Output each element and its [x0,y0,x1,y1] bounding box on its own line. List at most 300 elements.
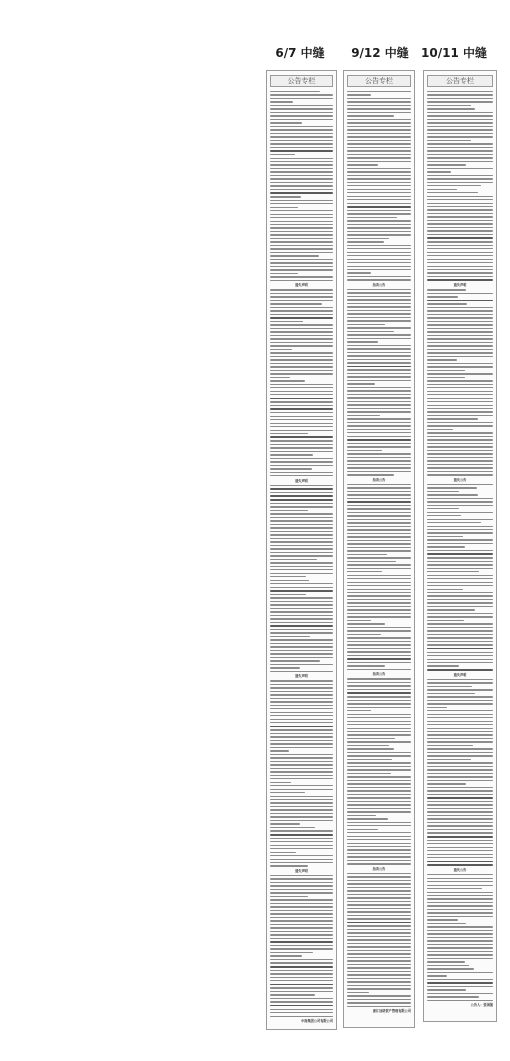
text-line [270,660,320,661]
text-line [427,115,493,116]
text-line [347,634,381,635]
text-line [270,764,333,765]
text-line [270,726,333,728]
text-line [270,680,333,681]
text-line [347,908,411,909]
text-line [427,655,493,656]
text-line [427,641,493,642]
text-line [347,252,411,253]
text-line [427,464,493,465]
text-line [270,594,306,595]
text-line [427,840,493,841]
text-line [347,578,411,579]
text-line [270,771,333,772]
text-line [270,580,309,581]
text-line [347,443,411,444]
text-line [347,700,411,701]
text-line [270,555,333,556]
text-line [427,689,493,690]
text-line [347,199,411,200]
notice-subheading: 遗失公告 [453,477,467,482]
text-line [347,609,411,610]
text-line [427,898,493,899]
text-line [270,454,313,455]
text-line [427,178,493,179]
text-line [427,627,493,628]
notice-signature: 中南集团公司有限公司 [301,1019,333,1024]
text-line [427,401,493,402]
text-line [347,98,411,99]
text-line [347,245,411,246]
text-line [427,818,493,819]
text-line [270,513,333,514]
text-line [427,474,493,475]
text-line [347,185,411,186]
text-line [347,602,411,603]
text-line [347,752,411,753]
text-line [270,862,333,863]
text-line [270,792,305,793]
text-line [427,916,493,917]
text-line [427,439,493,440]
text-line [427,450,493,451]
text-line [270,1016,333,1017]
text-line [347,734,411,735]
text-line [427,759,471,760]
text-line [427,665,459,666]
text-line [347,648,411,649]
text-line [270,419,333,420]
text-line [347,897,411,898]
text-line [270,349,292,350]
text-line [347,773,391,774]
text-line [427,140,471,141]
text-line [347,860,411,861]
text-line [427,895,493,896]
text-line [347,692,411,694]
text-line [270,405,333,406]
text-line [427,755,493,756]
text-line [427,892,493,893]
text-line [347,508,411,509]
text-line [427,182,493,183]
text-line [427,185,481,186]
text-line [270,775,333,776]
text-line [347,849,411,850]
text-line [347,953,411,954]
text-line [270,719,333,720]
text-line [427,471,493,472]
text-line [270,200,333,201]
text-line [347,334,411,335]
text-line [347,804,411,805]
text-line [270,559,317,560]
text-line [427,965,469,966]
text-line [270,729,333,730]
text-line [427,276,493,277]
text-line [427,411,493,412]
text-line [427,196,493,197]
text-line [347,161,411,162]
text-line [270,740,333,741]
text-line [270,276,333,277]
text-line [270,475,333,476]
text-line [270,583,333,584]
text-line [270,280,333,281]
text-line [427,609,475,610]
text-line [347,741,411,742]
text-line [427,679,493,680]
text-line [347,359,411,360]
text-line [270,221,333,222]
text-line [270,970,333,971]
text-line [270,827,315,828]
text-line [270,548,333,549]
text-line [347,685,411,686]
notice-strip-6-7 [266,70,337,1030]
text-line [347,939,411,940]
text-line [427,958,493,959]
text-line [427,245,493,246]
text-line [270,423,333,424]
text-line [427,993,493,994]
text-line [427,909,493,910]
text-line [270,859,333,860]
text-line [270,436,333,438]
text-line [270,129,333,130]
text-line [347,94,371,95]
text-line [427,951,493,952]
text-line [347,748,394,749]
text-line [347,269,411,270]
text-line [347,721,411,722]
text-line [427,494,478,495]
text-line [270,865,308,866]
text-line [270,426,333,427]
text-line [270,615,333,616]
text-line [427,947,493,948]
text-line [270,310,333,311]
text-line [427,561,493,562]
notice-subheading: 遗失声明 [295,868,308,873]
text-line [427,363,493,364]
text-line [270,527,333,528]
text-line [347,101,411,102]
text-line [427,491,459,492]
text-line [427,192,478,193]
text-line [427,905,493,906]
text-line [347,613,411,614]
text-line [270,809,333,810]
text-line [427,808,493,809]
text-line [427,539,493,540]
text-line [270,694,333,695]
text-line [270,136,333,137]
text-line [270,566,333,567]
text-line [270,646,333,647]
text-line [427,408,493,409]
text-line [270,852,296,853]
text-line [270,913,333,914]
text-line [347,904,411,905]
text-line [270,892,333,893]
text-line [270,948,333,949]
text-line [347,606,411,607]
text-line [427,599,493,600]
text-line [427,773,493,774]
text-line [347,974,411,975]
text-line [270,192,333,194]
text-line [427,825,493,826]
text-line [270,657,333,658]
text-line [270,307,333,308]
text-line [347,550,411,551]
text-line [270,590,333,592]
text-line [427,529,493,530]
text-line [427,912,493,913]
text-line [270,214,333,215]
text-line [347,890,411,891]
text-line [427,460,493,461]
text-line [270,387,333,388]
text-line [270,708,333,709]
text-line [347,422,411,423]
text-line [427,394,493,395]
text-line [270,458,333,459]
text-line [347,262,411,263]
text-line [270,108,333,109]
text-line [427,310,493,311]
text-line [347,519,411,520]
text-line [427,714,493,715]
notice-subheading: 遗失声明 [453,672,467,677]
text-line [427,811,493,812]
text-line [347,122,411,123]
text-line [427,289,466,290]
text-line [347,348,411,349]
text-line [270,196,301,197]
text-line [347,446,411,447]
text-line [427,975,447,976]
text-line [427,189,457,190]
text-line [270,768,333,769]
text-line [427,696,493,697]
text-line [270,416,333,417]
text-line [347,599,411,600]
text-line [427,888,482,889]
text-line [347,383,375,384]
notice-subheading: 遗失声明 [453,283,467,288]
text-line [427,550,493,551]
text-line [347,338,411,339]
text-line [427,105,471,106]
text-line [270,629,333,630]
text-line [427,168,493,169]
text-line [270,380,305,381]
text-line [347,957,411,958]
text-line [347,355,411,356]
text-line [427,546,465,547]
text-line [427,216,493,217]
text-line [347,369,411,370]
text-line [270,712,333,713]
text-line [270,924,333,925]
text-line [270,778,333,779]
text-line [427,206,493,207]
text-line [347,112,411,113]
text-line [427,861,493,863]
text-line [270,538,333,539]
text-line [347,724,411,725]
text-line [270,510,308,511]
text-line [347,776,411,777]
text-line [347,783,411,784]
text-line [347,738,395,739]
notice-subheading: 拍卖公告 [372,282,386,287]
text-line [347,825,411,826]
text-line [347,366,411,368]
text-line [270,796,333,797]
text-line [270,363,333,364]
text-line [270,266,333,267]
text-line [427,370,465,371]
text-line [270,293,333,294]
text-line [347,425,411,426]
text-line [347,196,411,197]
text-line [427,686,472,687]
text-line [427,762,493,763]
text-line [347,241,384,242]
text-line [427,644,493,645]
text-line [427,484,493,485]
text-line [270,955,302,956]
text-line [427,387,493,388]
text-line [270,597,333,598]
text-line [347,880,411,881]
text-line [270,289,333,290]
text-line [347,533,411,534]
text-line [347,644,411,645]
text-line [427,630,493,631]
text-line [270,252,333,253]
text-line [270,984,333,986]
text-line [347,946,411,947]
text-line [347,129,411,130]
text-line [270,143,333,144]
text-line [427,878,493,879]
text-line [427,436,493,437]
text-line [270,161,333,162]
text-line [270,338,333,339]
text-line [347,317,411,318]
text-line [347,206,411,208]
text-line [270,896,308,897]
column-title-10-11: 10/11 中缝 [421,46,487,60]
text-line [427,328,493,329]
text-line [270,761,333,762]
text-line [427,717,493,718]
text-line [347,178,411,179]
text-line [347,210,411,211]
text-line [270,754,333,755]
text-line [270,782,291,783]
text-line [347,515,411,516]
text-line [347,429,411,430]
text-line [347,505,411,506]
text-line [270,931,333,932]
text-line [427,662,493,663]
text-line [347,171,411,172]
text-line [427,133,493,134]
text-line [270,541,333,542]
text-line [347,689,411,690]
text-line [427,126,493,127]
text-line [270,485,333,486]
text-line [270,855,333,856]
text-line [270,632,333,633]
text-line [270,488,333,490]
text-line [427,331,493,332]
text-line [427,129,493,130]
text-line [427,937,493,938]
text-line [427,227,493,228]
text-line [427,321,493,322]
text-line [270,830,333,831]
text-line [427,1000,493,1001]
text-line [347,554,387,555]
text-line [427,724,493,725]
text-line [347,397,411,398]
text-line [427,94,493,95]
text-line [427,498,493,499]
text-line [270,601,333,602]
text-line [347,925,411,926]
text-line [427,748,493,749]
text-line [270,366,333,367]
text-line [347,780,411,781]
text-line [427,766,493,767]
text-line [427,857,493,858]
text-line [347,575,411,576]
text-line [347,808,411,809]
text-line [270,910,333,911]
text-line [347,115,394,116]
text-line [270,1005,333,1007]
text-line [270,352,333,353]
text-line [270,408,333,410]
text-line [270,636,310,637]
text-line [427,616,493,617]
text-line [270,650,333,651]
text-line [347,999,411,1000]
text-line [347,766,411,767]
text-line [347,682,411,683]
text-line [347,491,411,492]
notice-column-header: 公告专栏 [347,75,411,87]
notice-subheading: 遗失公告 [453,868,467,873]
text-line [347,299,411,300]
text-line [347,856,411,857]
notice-strip-9-12 [343,70,415,1028]
text-line [427,919,458,920]
text-line [347,592,411,593]
text-line [427,98,493,99]
text-line [347,411,411,412]
text-line [427,213,493,214]
text-line [270,492,333,493]
text-line [270,300,333,301]
text-line [270,328,333,329]
